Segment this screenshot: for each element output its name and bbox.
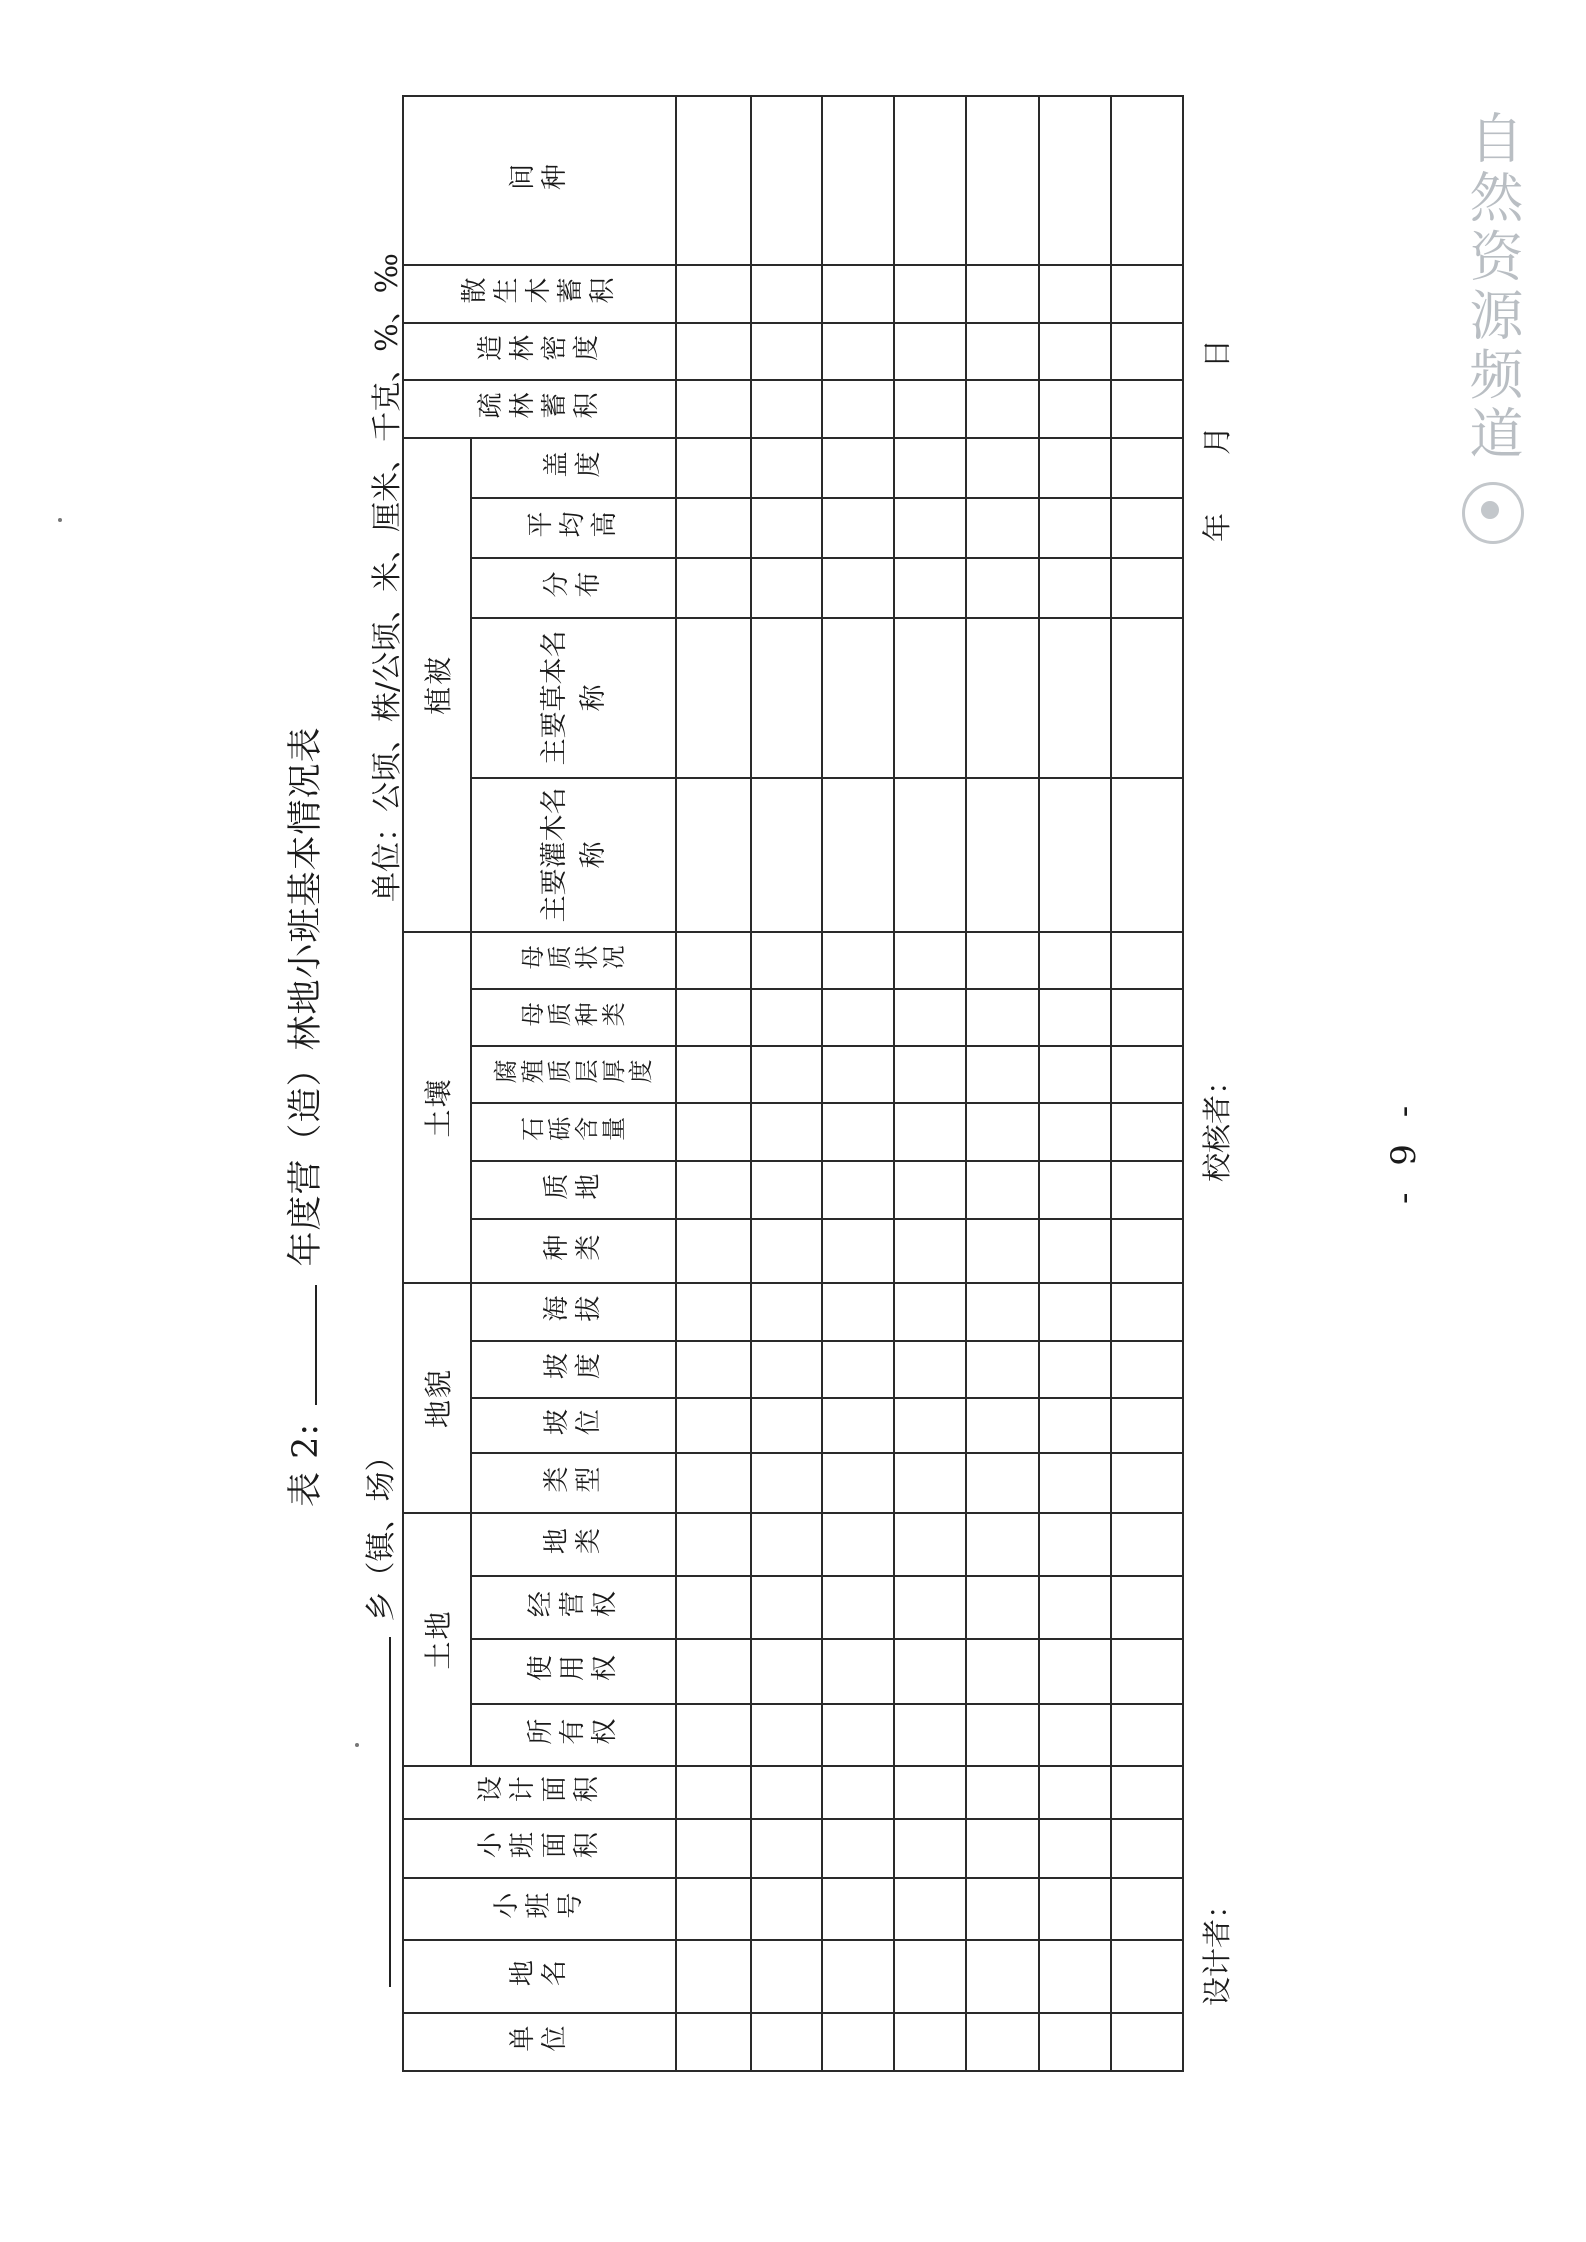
table-cell bbox=[676, 438, 750, 498]
col-gravel-content: 石砾含量 bbox=[471, 1103, 677, 1161]
table-cell bbox=[751, 1704, 822, 1766]
table-cell bbox=[966, 1576, 1038, 1639]
table-cell bbox=[676, 1453, 750, 1513]
table-cell bbox=[822, 1819, 894, 1878]
table-cell bbox=[1111, 618, 1183, 778]
group-soil: 土壤 bbox=[403, 932, 471, 1283]
table-cell bbox=[1039, 1398, 1111, 1453]
table-cell bbox=[894, 1940, 966, 2013]
table-cell bbox=[1111, 1940, 1183, 2013]
table-cell bbox=[1111, 1341, 1183, 1398]
table-row bbox=[676, 96, 750, 2071]
table-cell bbox=[894, 1219, 966, 1283]
table-cell bbox=[1039, 1341, 1111, 1398]
scan-speck bbox=[355, 1743, 359, 1747]
table-cell bbox=[822, 558, 894, 618]
table-cell bbox=[822, 1103, 894, 1161]
table-cell bbox=[1039, 778, 1111, 932]
table-cell bbox=[894, 778, 966, 932]
table-cell bbox=[822, 1878, 894, 1940]
table-cell bbox=[966, 558, 1038, 618]
table-cell bbox=[751, 2013, 822, 2071]
table-cell bbox=[894, 380, 966, 438]
table-cell bbox=[676, 618, 750, 778]
table-cell bbox=[751, 1283, 822, 1341]
table-cell bbox=[966, 96, 1038, 265]
table-cell bbox=[1039, 1639, 1111, 1704]
col-coverage: 盖度 bbox=[471, 438, 677, 498]
table-cell bbox=[966, 1046, 1038, 1103]
table-cell bbox=[894, 1878, 966, 1940]
table-cell bbox=[822, 1576, 894, 1639]
table-cell bbox=[751, 1398, 822, 1453]
checker-label: 校核者： bbox=[1200, 1065, 1234, 1182]
col-ownership: 所有权 bbox=[471, 1704, 677, 1766]
table-cell bbox=[894, 1161, 966, 1219]
table-cell bbox=[966, 380, 1038, 438]
table-cell bbox=[894, 1283, 966, 1341]
col-unit: 单位 bbox=[403, 2013, 676, 2071]
table-cell bbox=[822, 498, 894, 558]
table-cell bbox=[822, 1046, 894, 1103]
table-cell bbox=[894, 498, 966, 558]
table-cell bbox=[676, 1819, 750, 1878]
col-main-shrub: 主要灌木名称 bbox=[471, 778, 677, 932]
table-cell bbox=[894, 323, 966, 380]
col-landform-type: 类型 bbox=[471, 1453, 677, 1513]
title-prefix: 表 2: bbox=[286, 1422, 326, 1507]
table-cell bbox=[966, 1878, 1038, 1940]
table-cell bbox=[1111, 438, 1183, 498]
table-cell bbox=[894, 1341, 966, 1398]
table-cell bbox=[676, 1046, 750, 1103]
table-cell bbox=[966, 323, 1038, 380]
table-cell bbox=[751, 1161, 822, 1219]
table-cell bbox=[894, 1819, 966, 1878]
table-cell bbox=[894, 1704, 966, 1766]
table-cell bbox=[966, 1940, 1038, 2013]
table-cell bbox=[1111, 1766, 1183, 1819]
table-title bbox=[278, 727, 328, 1507]
table-cell bbox=[822, 265, 894, 323]
table-cell bbox=[1111, 265, 1183, 323]
table-cell bbox=[751, 558, 822, 618]
table-cell bbox=[966, 1283, 1038, 1341]
table-cell bbox=[966, 1819, 1038, 1878]
col-humus-thickness: 腐殖质层厚度 bbox=[471, 1046, 677, 1103]
table-cell bbox=[966, 1639, 1038, 1704]
table-cell bbox=[1111, 1639, 1183, 1704]
table-cell bbox=[1039, 96, 1111, 265]
table-cell bbox=[1111, 1103, 1183, 1161]
table-cell bbox=[1111, 1878, 1183, 1940]
table-cell bbox=[822, 438, 894, 498]
table-cell bbox=[676, 2013, 750, 2071]
table-cell bbox=[751, 380, 822, 438]
table-cell bbox=[1111, 1161, 1183, 1219]
table-cell bbox=[751, 1878, 822, 1940]
table-cell bbox=[1111, 989, 1183, 1046]
table-cell bbox=[751, 932, 822, 989]
table-cell bbox=[751, 778, 822, 932]
table-cell bbox=[966, 498, 1038, 558]
table-cell bbox=[966, 932, 1038, 989]
table-cell bbox=[1039, 932, 1111, 989]
col-scattered-stock: 散生木蓄积 bbox=[403, 265, 676, 323]
table-cell bbox=[822, 778, 894, 932]
table-cell bbox=[1039, 1766, 1111, 1819]
table-cell bbox=[822, 2013, 894, 2071]
township-label: 乡（镇、场） bbox=[364, 1441, 399, 1622]
table-cell bbox=[676, 1940, 750, 2013]
table-cell bbox=[966, 989, 1038, 1046]
table-cell bbox=[1039, 323, 1111, 380]
table-cell bbox=[676, 1398, 750, 1453]
table-cell bbox=[1039, 265, 1111, 323]
table-cell bbox=[1039, 380, 1111, 438]
table-cell bbox=[822, 1219, 894, 1283]
col-altitude: 海拔 bbox=[471, 1283, 677, 1341]
table-cell bbox=[1111, 1219, 1183, 1283]
table-cell bbox=[1039, 989, 1111, 1046]
table-cell bbox=[676, 1341, 750, 1398]
table-cell bbox=[822, 1639, 894, 1704]
table-row bbox=[822, 96, 894, 2071]
table-cell bbox=[894, 558, 966, 618]
table-row bbox=[751, 96, 822, 2071]
table-cell bbox=[1111, 1398, 1183, 1453]
table-cell bbox=[1111, 1283, 1183, 1341]
col-avg-height: 平均高 bbox=[471, 498, 677, 558]
watermark bbox=[1454, 110, 1531, 544]
table-cell bbox=[966, 1453, 1038, 1513]
col-subcompartment-area: 小班面积 bbox=[403, 1819, 676, 1878]
table-cell bbox=[822, 1283, 894, 1341]
table-row bbox=[1039, 96, 1111, 2071]
table-cell bbox=[894, 438, 966, 498]
table-row bbox=[894, 96, 966, 2071]
table-cell bbox=[751, 1819, 822, 1878]
table-cell bbox=[966, 1398, 1038, 1453]
table-cell bbox=[676, 96, 750, 265]
table-cell bbox=[676, 1878, 750, 1940]
table-cell bbox=[1039, 1878, 1111, 1940]
table-cell bbox=[676, 1639, 750, 1704]
col-sparse-stock: 疏林蓄积 bbox=[403, 380, 676, 438]
table-cell bbox=[1039, 498, 1111, 558]
table-cell bbox=[1111, 1704, 1183, 1766]
col-parent-material-status: 母质状况 bbox=[471, 932, 677, 989]
table-cell bbox=[751, 498, 822, 558]
table-cell bbox=[1039, 2013, 1111, 2071]
table-cell bbox=[822, 618, 894, 778]
table-cell bbox=[1111, 932, 1183, 989]
col-main-herb: 主要草本名称 bbox=[471, 618, 677, 778]
group-terrain: 地貌 bbox=[403, 1283, 471, 1513]
table-cell bbox=[966, 2013, 1038, 2071]
table-cell bbox=[1111, 498, 1183, 558]
group-vegetation: 植被 bbox=[403, 438, 471, 932]
table-cell bbox=[822, 1940, 894, 2013]
col-land-class: 地类 bbox=[471, 1513, 677, 1576]
table-row bbox=[1111, 96, 1183, 2071]
table-cell bbox=[751, 438, 822, 498]
table-cell bbox=[894, 1513, 966, 1576]
table-cell bbox=[676, 1576, 750, 1639]
col-slope-degree: 坡度 bbox=[471, 1341, 677, 1398]
table-cell bbox=[676, 1513, 750, 1576]
table-cell bbox=[822, 989, 894, 1046]
table-cell bbox=[751, 1513, 822, 1576]
table-cell bbox=[751, 265, 822, 323]
table-cell bbox=[676, 498, 750, 558]
table-cell bbox=[966, 1341, 1038, 1398]
year-blank-line bbox=[305, 1285, 317, 1405]
title-suffix: 年度营（造）林地小班基本情况表 bbox=[286, 726, 326, 1267]
table-cell bbox=[894, 1103, 966, 1161]
col-distribution: 分布 bbox=[471, 558, 677, 618]
table-cell bbox=[966, 1766, 1038, 1819]
table-cell bbox=[822, 380, 894, 438]
table-cell bbox=[894, 1046, 966, 1103]
table-cell bbox=[676, 380, 750, 438]
table-cell bbox=[966, 1219, 1038, 1283]
col-soil-type: 种类 bbox=[471, 1219, 677, 1283]
date-label: 年 月 日 bbox=[1200, 338, 1234, 542]
table-cell bbox=[751, 1766, 822, 1819]
table-cell bbox=[894, 1453, 966, 1513]
table-cell bbox=[1039, 1219, 1111, 1283]
table-cell bbox=[894, 1398, 966, 1453]
table-cell bbox=[822, 96, 894, 265]
table-cell bbox=[751, 1046, 822, 1103]
col-parent-material-type: 母质种类 bbox=[471, 989, 677, 1046]
table-cell bbox=[1039, 1046, 1111, 1103]
table-cell bbox=[894, 1576, 966, 1639]
group-land: 土地 bbox=[403, 1513, 471, 1766]
table-cell bbox=[676, 323, 750, 380]
table-cell bbox=[822, 1398, 894, 1453]
table-cell bbox=[1111, 1513, 1183, 1576]
unit-line: 单位：公顷、株/公顷、米、厘米、千克、%、‰ bbox=[370, 253, 405, 902]
table-cell bbox=[1111, 1453, 1183, 1513]
table-cell bbox=[1039, 558, 1111, 618]
table-cell bbox=[676, 778, 750, 932]
table-cell bbox=[894, 2013, 966, 2071]
table-cell bbox=[676, 1704, 750, 1766]
table-cell bbox=[1111, 1576, 1183, 1639]
table-cell bbox=[676, 1766, 750, 1819]
table-cell bbox=[822, 1513, 894, 1576]
col-use-right: 使用权 bbox=[471, 1639, 677, 1704]
table-cell bbox=[751, 1453, 822, 1513]
table-row bbox=[966, 96, 1038, 2071]
col-management-right: 经营权 bbox=[471, 1576, 677, 1639]
channel-logo-icon bbox=[1462, 482, 1524, 544]
watermark-text: 自然资源频道 bbox=[1461, 110, 1524, 464]
table-cell bbox=[966, 1704, 1038, 1766]
table-cell bbox=[966, 265, 1038, 323]
table-cell bbox=[751, 989, 822, 1046]
table-cell bbox=[822, 932, 894, 989]
stand-table bbox=[402, 95, 1184, 2072]
table-cell bbox=[1039, 1103, 1111, 1161]
page-number: - 9 - bbox=[1384, 1097, 1424, 1204]
table-cell bbox=[676, 265, 750, 323]
table-cell bbox=[822, 1161, 894, 1219]
scan-speck bbox=[58, 518, 62, 522]
table-cell bbox=[676, 1103, 750, 1161]
table-cell bbox=[822, 1704, 894, 1766]
table-cell bbox=[1111, 380, 1183, 438]
col-afforestation-density: 造林密度 bbox=[403, 323, 676, 380]
table-cell bbox=[1039, 1453, 1111, 1513]
table-cell bbox=[676, 1219, 750, 1283]
table-cell bbox=[966, 1513, 1038, 1576]
table-cell bbox=[751, 96, 822, 265]
col-slope-position: 坡位 bbox=[471, 1398, 677, 1453]
township-blank-line bbox=[379, 1637, 391, 1987]
table-cell bbox=[894, 1766, 966, 1819]
table-cell bbox=[1111, 323, 1183, 380]
table-cell bbox=[822, 1766, 894, 1819]
table-cell bbox=[751, 618, 822, 778]
table-cell bbox=[751, 1219, 822, 1283]
table-cell bbox=[966, 1161, 1038, 1219]
table-cell bbox=[894, 932, 966, 989]
table-cell bbox=[751, 1576, 822, 1639]
table-cell bbox=[1039, 438, 1111, 498]
table-cell bbox=[676, 989, 750, 1046]
table-cell bbox=[822, 1341, 894, 1398]
table-cell bbox=[676, 1161, 750, 1219]
table-cell bbox=[966, 1103, 1038, 1161]
table-cell bbox=[1111, 778, 1183, 932]
township-line bbox=[356, 1441, 400, 1987]
table-cell bbox=[894, 265, 966, 323]
table-cell bbox=[1111, 1046, 1183, 1103]
table-cell bbox=[676, 558, 750, 618]
table-cell bbox=[822, 1453, 894, 1513]
table-cell bbox=[966, 438, 1038, 498]
table-cell bbox=[1039, 618, 1111, 778]
table-cell bbox=[1039, 1161, 1111, 1219]
designer-label: 设计者： bbox=[1200, 1889, 1234, 2006]
table-cell bbox=[894, 1639, 966, 1704]
table-cell bbox=[894, 989, 966, 1046]
table-cell bbox=[676, 932, 750, 989]
table-cell bbox=[1111, 2013, 1183, 2071]
col-design-area: 设计面积 bbox=[403, 1766, 676, 1819]
table-cell bbox=[751, 1639, 822, 1704]
table-cell bbox=[1039, 1704, 1111, 1766]
table-cell bbox=[1111, 96, 1183, 265]
table-cell bbox=[966, 618, 1038, 778]
table-cell bbox=[676, 1283, 750, 1341]
table-cell bbox=[751, 1103, 822, 1161]
col-thinning: 间种 bbox=[403, 96, 676, 265]
table-cell bbox=[1039, 1283, 1111, 1341]
col-place-name: 地名 bbox=[403, 1940, 676, 2013]
table-cell bbox=[894, 96, 966, 265]
col-subcompartment-no: 小班号 bbox=[403, 1878, 676, 1940]
table-cell bbox=[751, 323, 822, 380]
table-cell bbox=[1039, 1940, 1111, 2013]
table-cell bbox=[822, 323, 894, 380]
table-cell bbox=[1039, 1513, 1111, 1576]
table-cell bbox=[1039, 1576, 1111, 1639]
table-cell bbox=[751, 1940, 822, 2013]
table-cell bbox=[966, 778, 1038, 932]
table-cell bbox=[1111, 1819, 1183, 1878]
table-cell bbox=[751, 1341, 822, 1398]
col-texture: 质地 bbox=[471, 1161, 677, 1219]
table-cell bbox=[1111, 558, 1183, 618]
table-cell bbox=[1039, 1819, 1111, 1878]
table-cell bbox=[894, 618, 966, 778]
